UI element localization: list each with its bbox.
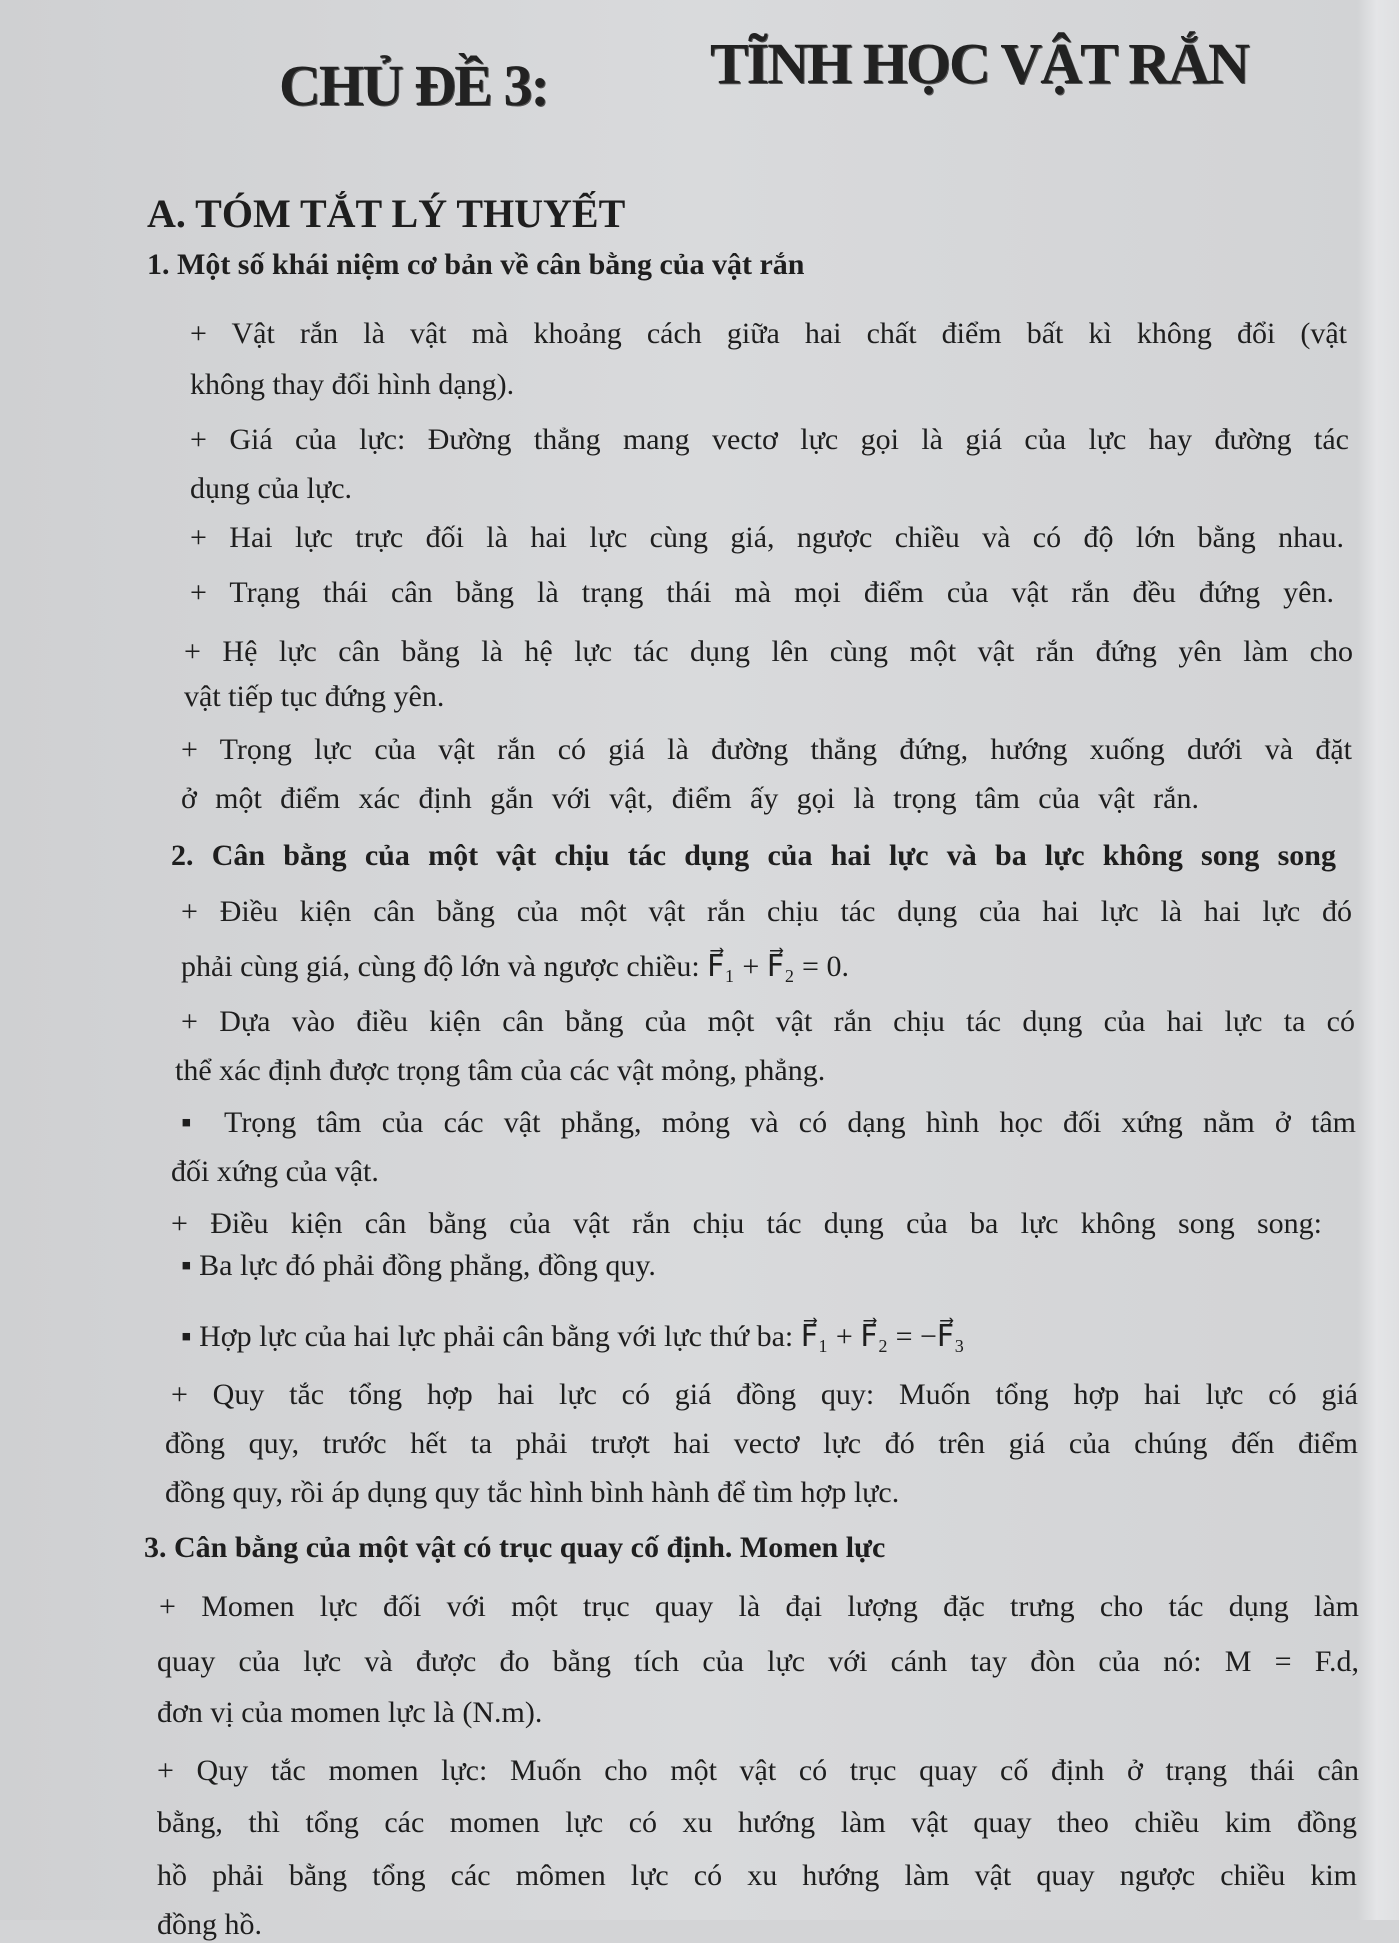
text-line: + Quy tắc momen lực: Muốn cho một vật có trục quay cố định ở trạng thái cân: [157, 1754, 1359, 1787]
section-a-heading: A. TÓM TẮT LÝ THUYẾT: [147, 191, 626, 236]
text-line: đối xứng của vật.: [171, 1155, 379, 1188]
text-line: đồng hồ.: [157, 1908, 262, 1941]
text-line: + Giá của lực: Đường thẳng mang vectơ lực gọi là giá của lực hay đường tác: [190, 423, 1349, 456]
subsection-1-heading: 1. Một số khái niệm cơ bản về cân bằng của vật rắn: [147, 248, 805, 281]
text-line: + Trọng lực của vật rắn có giá là đường thẳng đứng, hướng xuống dưới và đặt: [181, 733, 1352, 766]
subsection-2-heading: 2. Cân bằng của một vật chịu tác dụng của hai lực và ba lực không song song: [171, 839, 1336, 872]
text-line: dụng của lực.: [190, 472, 353, 505]
text-line: đơn vị của momen lực là (N.m).: [157, 1696, 543, 1729]
text-line: thể xác định được trọng tâm của các vật mỏng, phẳng.: [175, 1054, 826, 1087]
text-line: + Hai lực trực đối là hai lực cùng giá, ngược chiều và có độ lớn bằng nhau.: [190, 521, 1344, 554]
text-line: ở một điểm xác định gắn với vật, điểm ấy gọi là trọng tâm của vật rắn.: [181, 782, 1199, 815]
text-line: + Quy tắc tổng hợp hai lực có giá đồng quy: Muốn tổng hợp hai lực có giá: [171, 1378, 1358, 1411]
text-line: không thay đổi hình dạng).: [190, 368, 515, 401]
text-line: + Dựa vào điều kiện cân bằng của một vật rắn chịu tác dụng của hai lực ta có: [181, 1005, 1355, 1038]
subsection-3-heading: 3. Cân bằng của một vật có trục quay cố định. Momen lực: [144, 1531, 886, 1564]
text-line: phải cùng giá, cùng độ lớn và ngược chiều: F⃗₁ + F⃗₂ = 0.: [181, 950, 849, 983]
text-line: + Điều kiện cân bằng của một vật rắn chịu tác dụng của hai lực là hai lực đó: [181, 895, 1352, 928]
text-line: ▪ Trọng tâm của các vật phẳng, mỏng và có dạng hình học đối xứng nằm ở tâm: [181, 1106, 1356, 1139]
text-line: ▪ Ba lực đó phải đồng phẳng, đồng quy.: [181, 1249, 656, 1282]
text-line: + Momen lực đối với một trục quay là đại lượng đặc trưng cho tác dụng làm: [159, 1590, 1359, 1623]
chapter-title: TĨNH HỌC VẬT RẮN: [710, 31, 1248, 96]
text-line: ▪ Hợp lực của hai lực phải cân bằng với lực thứ ba: F⃗₁ + F⃗₂ = −F⃗₃: [181, 1320, 965, 1353]
text-line: + Vật rắn là vật mà khoảng cách giữa hai chất điểm bất kì không đổi (vật: [190, 317, 1347, 350]
text-line: hồ phải bằng tổng các mômen lực có xu hướng làm vật quay ngược chiều kim: [157, 1859, 1357, 1892]
text-line: bằng, thì tổng các momen lực có xu hướng làm vật quay theo chiều kim đồng: [157, 1806, 1357, 1839]
text-line: + Điều kiện cân bằng của vật rắn chịu tác dụng của ba lực không song song:: [171, 1207, 1322, 1240]
text-line: vật tiếp tục đứng yên.: [184, 680, 445, 713]
chapter-label: CHỦ ĐỀ 3:: [279, 53, 548, 118]
text-line: đồng quy, rồi áp dụng quy tắc hình bình hành để tìm hợp lực.: [165, 1476, 900, 1509]
text-line: + Trạng thái cân bằng là trạng thái mà mọi điểm của vật rắn đều đứng yên.: [190, 576, 1334, 609]
text-line: + Hệ lực cân bằng là hệ lực tác dụng lên cùng một vật rắn đứng yên làm cho: [184, 635, 1353, 668]
text-line: quay của lực và được đo bằng tích của lực với cánh tay đòn của nó: M = F.d,: [157, 1645, 1359, 1678]
text-line: đồng quy, trước hết ta phải trượt hai vectơ lực đó trên giá của chúng đến điểm: [165, 1427, 1358, 1460]
